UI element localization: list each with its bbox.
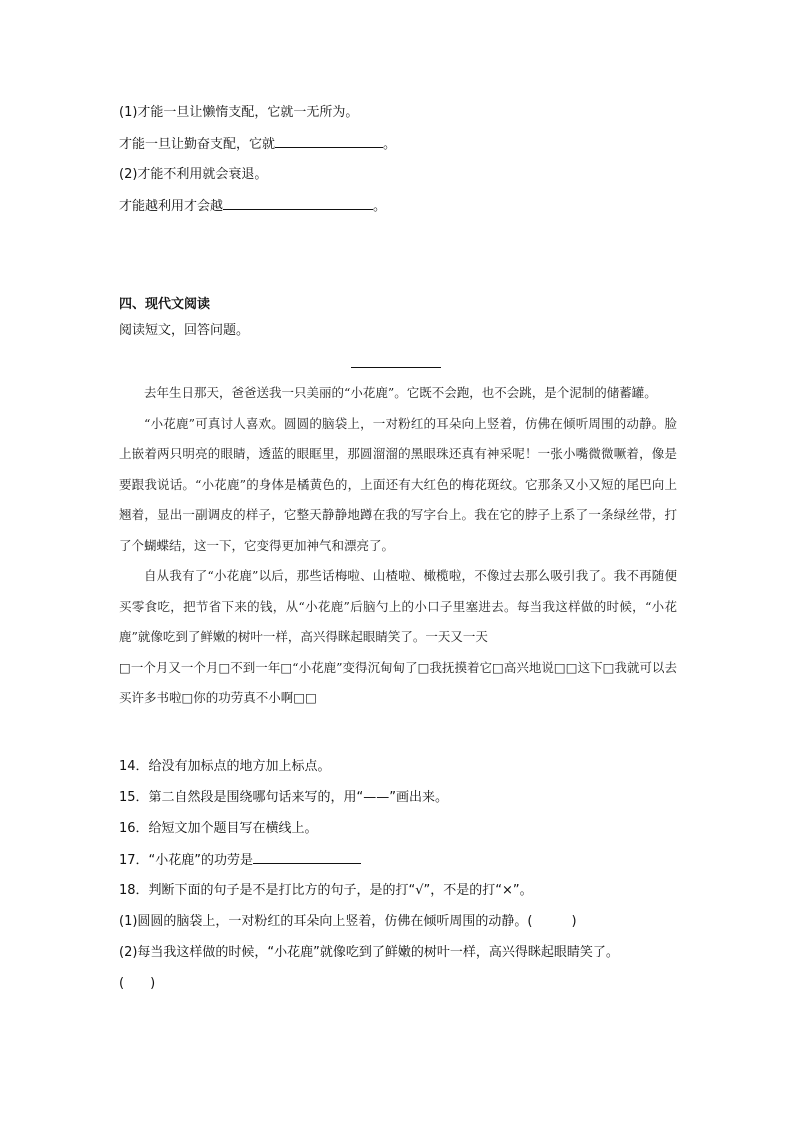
passage-paragraph-2: “小花鹿”可真讨人喜欢。圆圆的脑袋上，一对粉红的耳朵向上竖着，仿佛在倾听周围的动静。脸上嵌着两只明亮的眼睛，透蓝的眼眶里，那圆溜溜的黑眼珠还真有神采呢！一张小嘴微微噘着，像是要跟我说话。“小花鹿”的身体是橘黄色的，上面还有大红色的梅花斑纹。它那条又小又短的尾巴向上翘着，显出一副调皮的样子，它整天静静地蹲在我的写字台上。我在它的脖子上系了一条绿丝带，打了个蝴蝶结，这一下，它变得更加神气和漂亮了。 bbox=[119, 415, 677, 553]
question-14: 14．给没有加标点的地方加上标点。 bbox=[119, 759, 331, 774]
question-15: 15．第二自然段是围绕哪句话来写的，用“——”画出来。 bbox=[119, 790, 449, 805]
question-18-item-2-answer[interactable]: ( ) bbox=[119, 976, 156, 991]
q2-sentence: (2)才能不利用就会衰退。 bbox=[119, 167, 268, 182]
question-18: 18．判断下面的句子是不是打比方的句子，是的打“√”，不是的打“×”。 bbox=[119, 883, 533, 898]
passage-paragraph-4: □一个月又一个月□不到一年□“小花鹿”变得沉甸甸了□我抚摸着它□高兴地说□□这下□我就可以去买许多书啦□你的功劳真不小啊□□ bbox=[119, 659, 677, 705]
q1-answer-suffix: 。 bbox=[383, 137, 397, 152]
reading-instruction: 阅读短文，回答问题。 bbox=[119, 323, 250, 338]
q17-answer-blank[interactable] bbox=[253, 851, 361, 864]
q1-answer-line bbox=[119, 135, 396, 154]
q1-sentence: (1)才能一旦让懒惰支配，它就一无所为。 bbox=[119, 105, 359, 120]
q2-answer-prefix: 才能越利用才会越 bbox=[119, 199, 224, 214]
passage-paragraph-1: 去年生日那天，爸爸送我一只美丽的“小花鹿”。它既不会跑，也不会跳，是个泥制的储蓄罐。 bbox=[144, 385, 657, 400]
question-18-item-1[interactable]: (1)圆圆的脑袋上，一对粉红的耳朵向上竖着，仿佛在倾听周围的动静。( ) bbox=[119, 914, 577, 929]
question-17: 17．“小花鹿”的功劳是 bbox=[119, 853, 254, 868]
q1-answer-blank[interactable] bbox=[275, 135, 383, 148]
q2-answer-suffix: 。 bbox=[373, 199, 387, 214]
question-18-item-2: (2)每当我这样做的时候，“小花鹿”就像吃到了鲜嫩的树叶一样，高兴得眯起眼睛笑了。 bbox=[119, 945, 619, 960]
section-heading: 四、现代文阅读 bbox=[119, 297, 211, 312]
question-16: 16．给短文加个题目写在横线上。 bbox=[119, 821, 318, 836]
passage-paragraph-3: 自从我有了“小花鹿”以后，那些话梅啦、山楂啦、橄榄啦，不像过去那么吸引我了。我不再随便买零食吃，把节省下来的钱，从“小花鹿”后脑勺上的小口子里塞进去。每当我这样做的时候，“小花鹿”就像吃到了鲜嫩的树叶一样，高兴得眯起眼睛笑了。一天又一天 bbox=[119, 568, 677, 644]
reading-passage bbox=[119, 378, 677, 714]
q2-answer-blank[interactable] bbox=[223, 197, 373, 210]
q1-answer-prefix: 才能一旦让勤奋支配，它就 bbox=[119, 137, 276, 152]
q2-answer-line bbox=[119, 197, 386, 216]
title-blank-line[interactable] bbox=[351, 367, 441, 368]
question-17-line bbox=[119, 851, 361, 870]
